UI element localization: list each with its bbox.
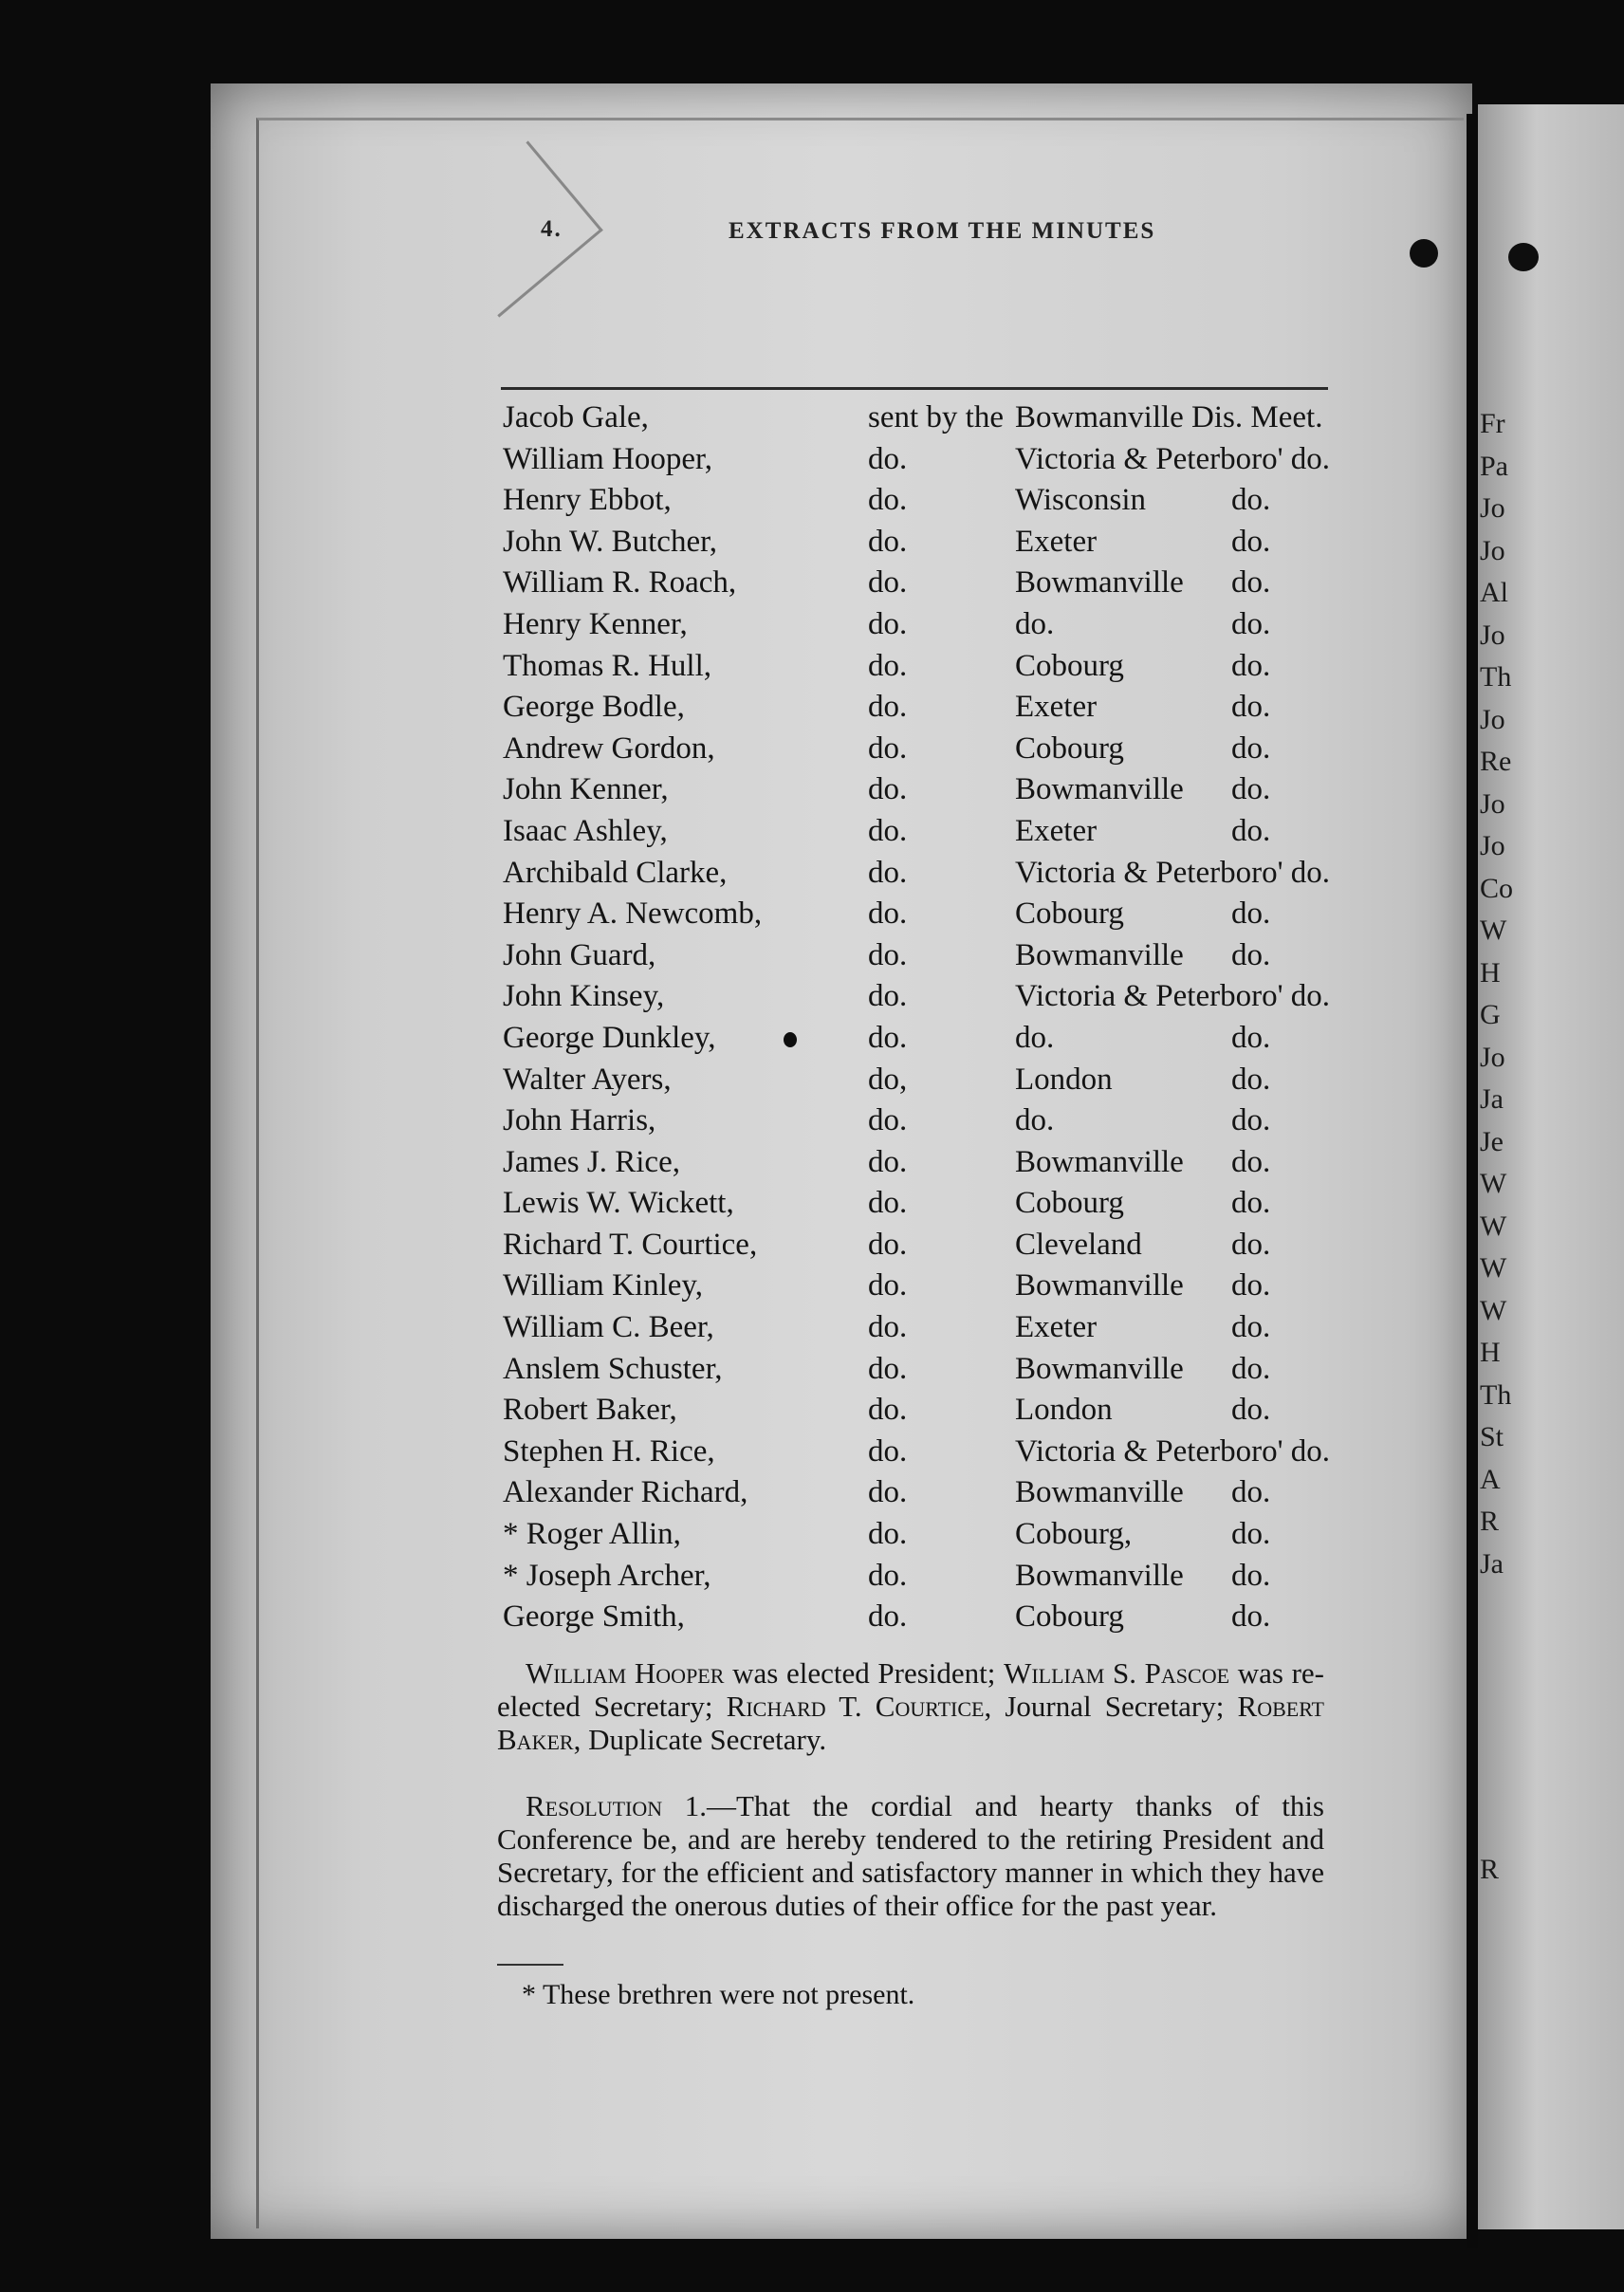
roster-row [503,1559,1338,1600]
district: Bowmanville [1015,1144,1184,1179]
sent-by: do. [868,1227,908,1262]
roster-row [503,1021,1338,1063]
delegate-name: Walter Ayers, [503,1062,672,1097]
delegate-name: George Dunkley, [503,1020,716,1055]
sent-by: do. [868,1020,908,1055]
delegate-name: Richard T. Courtice, [503,1227,758,1262]
facing-page [1478,104,1624,2229]
delegate-name: Stephen H. Rice, [503,1433,715,1469]
district: London [1015,1062,1113,1097]
district-meeting: do. [1231,1351,1271,1386]
sent-by: do. [868,606,908,641]
sent-by: do. [868,730,908,766]
facing-page-fragment: Ja [1480,1083,1504,1115]
district-meeting: do. [1231,648,1271,683]
duplicate-secretary-text: , Duplicate Secretary. [573,1723,827,1756]
facing-page-fragment: W [1480,1294,1507,1326]
facing-page-fragment: R [1480,1854,1500,1885]
journal-secretary-text: , Journal Secretary; [984,1690,1238,1723]
facing-page-fragment: Jo [1480,534,1505,566]
sent-by: do. [868,483,908,518]
facing-page-fragment: W [1480,915,1507,946]
delegate-name: William R. Roach, [503,565,737,601]
delegate-name: Robert Baker, [503,1393,677,1428]
roster-row [503,1393,1338,1434]
sent-by: do. [868,690,908,725]
sent-by: do. [868,1351,908,1386]
election-paragraph [497,1656,1324,1756]
facing-page-fragment: Ja [1480,1547,1504,1580]
district-meeting: do. [1231,896,1271,932]
header-rule [501,387,1328,390]
roster-row [503,483,1338,525]
roster-row [503,772,1338,814]
district-meeting: do. [1231,1103,1271,1138]
facing-page-fragment: H [1480,956,1501,989]
delegate-name: John Kenner, [503,772,669,807]
sent-by: do. [868,855,908,890]
secretary-text: was re-elected Secretary; [497,1656,1324,1723]
sent-by: do. [868,1144,908,1179]
district: Victoria & Peterboro' do. [1015,441,1331,476]
facing-page-fragment: Jo [1480,787,1505,820]
sent-by: do. [868,441,908,476]
district-meeting: do. [1231,690,1271,725]
facing-page-fragment: Jo [1480,1041,1505,1073]
footnote: * These brethren were not present. [522,1979,915,2010]
sent-by: do. [868,896,908,932]
facing-page-fragment: St [1480,1421,1504,1452]
roster-row [503,1310,1338,1352]
roster-row [503,1352,1338,1394]
sent-by: do. [868,1186,908,1221]
journal-secretary-name: Richard T. Courtice [726,1690,985,1723]
district-meeting: do. [1231,1268,1271,1303]
resolution-text: —That the cordial and hearty thanks of this Conference be, and are hereby tendered to the retiring President and Secretary, for the efficient and satisfactory manner in which they have discharged the onerous duties of their office for the past year. [497,1789,1324,1922]
president-name: William Hooper [526,1656,725,1690]
delegate-name: John W. Butcher, [503,524,718,559]
sent-by: do. [868,1310,908,1345]
delegate-name: John Kinsey, [503,979,665,1014]
district: Victoria & Peterboro' do. [1015,855,1331,890]
district-meeting: do. [1231,813,1271,848]
running-head [541,216,1328,254]
district: Cobourg [1015,1186,1124,1221]
district-meeting: do. [1231,606,1271,641]
district-meeting: do. [1231,772,1271,807]
district: Bowmanville [1015,772,1184,807]
sent-by: do. [868,1558,908,1593]
delegate-name: William Hooper, [503,441,712,476]
facing-page-fragment: W [1480,1252,1507,1284]
delegate-name: Henry Kenner, [503,606,688,641]
sent-by: do. [868,1475,908,1510]
district: Exeter [1015,690,1098,725]
facing-page-fragment: Jo [1480,492,1505,524]
roster-row [503,856,1338,897]
delegate-name: Henry Ebbot, [503,483,672,518]
resolution-paragraph [497,1789,1324,1922]
resolution-label: Resolution 1. [526,1789,707,1822]
delegate-name: Isaac Ashley, [503,813,668,848]
facing-page-fragment: Th [1480,661,1512,693]
facing-page-fragment: R [1480,1506,1500,1537]
delegate-name: James J. Rice, [503,1144,680,1179]
facing-page-fragment: Jo [1480,830,1505,861]
facing-page-fragment: A [1480,1463,1501,1495]
district-meeting: do. [1231,565,1271,601]
delegate-name: Alexander Richard, [503,1475,748,1510]
roster-row [503,607,1338,649]
roster-row [503,731,1338,773]
district: Exeter [1015,524,1098,559]
roster-row [503,1268,1338,1310]
district-meeting: do. [1231,524,1271,559]
delegate-name: Henry A. Newcomb, [503,896,763,932]
sent-by: do. [868,1103,908,1138]
facing-page-fragment: Je [1480,1125,1504,1157]
footnote-rule [497,1964,563,1966]
district: Bowmanville [1015,937,1184,972]
page-number: 4. [541,216,563,242]
roster-row [503,565,1338,607]
sent-by: do. [868,1393,908,1428]
district: Cobourg [1015,896,1124,932]
district-meeting: do. [1231,1475,1271,1510]
facing-page-fragment: H [1480,1337,1501,1368]
president-text: was elected President; [724,1656,1005,1690]
roster-row [503,1063,1338,1104]
district-meeting: do. [1231,1144,1271,1179]
running-title: EXTRACTS FROM THE MINUTES [729,218,1156,244]
delegate-name: Andrew Gordon, [503,730,715,766]
district-meeting: do. [1231,1393,1271,1428]
sent-by: do. [868,979,908,1014]
sent-by: do. [868,1517,908,1552]
district: Bowmanville [1015,1475,1184,1510]
sent-by: do. [868,565,908,601]
district-meeting: do. [1231,730,1271,766]
district: Cobourg [1015,730,1124,766]
facing-page-fragment: Pa [1480,450,1508,482]
district: Bowmanville [1015,565,1184,601]
sent-by: do. [868,1599,908,1635]
facing-page-fragment: Re [1480,746,1512,777]
delegate-name: George Smith, [503,1599,685,1635]
district: Victoria & Peterboro' do. [1015,979,1331,1014]
roster-row [503,938,1338,980]
district: Bowmanville [1015,1351,1184,1386]
district: do. [1015,1020,1055,1055]
facing-page-fragment: Th [1480,1378,1512,1411]
roster-row [503,814,1338,856]
sent-by: do. [868,1268,908,1303]
roster-row [503,690,1338,731]
sent-by: do. [868,1433,908,1469]
district: Exeter [1015,813,1098,848]
district-meeting: do. [1231,1599,1271,1635]
facing-page-fragment: Jo [1480,703,1505,735]
delegate-name: * Roger Allin, [503,1517,681,1552]
district: Cobourg, [1015,1517,1133,1552]
roster-row [503,649,1338,691]
delegate-list [503,400,1338,1641]
delegate-name: George Bodle, [503,690,685,725]
district: do. [1015,1103,1055,1138]
roster-row [503,525,1338,566]
sent-by: do. [868,648,908,683]
district-meeting: do. [1231,1310,1271,1345]
roster-row [503,1599,1338,1641]
facing-page-fragment: Jo [1480,619,1505,651]
district: do. [1015,606,1055,641]
facing-page-fragment: G [1480,999,1501,1030]
sent-by: do. [868,772,908,807]
district: Wisconsin [1015,483,1146,518]
secretary-name: William S. Pascoe [1004,1656,1230,1690]
roster-row [503,1434,1338,1476]
district: London [1015,1393,1113,1428]
roster-row [503,1145,1338,1187]
district: Bowmanville [1015,1558,1184,1593]
district: Bowmanville [1015,1268,1184,1303]
sent-by: do, [868,1062,908,1097]
facing-page-fragment: W [1480,1210,1507,1242]
roster-row [503,442,1338,484]
district: Cobourg [1015,1599,1124,1635]
ink-blot [1410,239,1438,268]
duplicate-secretary-name: Robert Baker [497,1690,1324,1756]
facing-page-fragment: Al [1480,577,1508,608]
delegate-name: William C. Beer, [503,1310,714,1345]
district-meeting: do. [1231,1062,1271,1097]
district: Exeter [1015,1310,1098,1345]
roster-row [503,979,1338,1021]
delegate-name: William Kinley, [503,1268,703,1303]
sent-by: sent by the [868,400,1004,434]
delegate-name: Thomas R. Hull, [503,648,711,683]
district: Cleveland [1015,1227,1142,1262]
delegate-name: * Joseph Archer, [503,1558,711,1593]
delegate-name: John Harris, [503,1103,656,1138]
sent-by: do. [868,524,908,559]
district-meeting: do. [1231,1558,1271,1593]
roster-row [503,1517,1338,1559]
district-meeting: do. [1231,1020,1271,1055]
district: Victoria & Peterboro' do. [1015,1433,1331,1469]
district: Bowmanville Dis. Meet. [1015,400,1323,434]
roster-row [503,1228,1338,1269]
district-meeting: do. [1231,483,1271,518]
delegate-name: Lewis W. Wickett, [503,1186,734,1221]
roster-row [503,1103,1338,1145]
district: Cobourg [1015,648,1124,683]
roster-row [503,1186,1338,1228]
roster-row [503,896,1338,938]
delegate-name: Anslem Schuster, [503,1351,723,1386]
district-meeting: do. [1231,1227,1271,1262]
district-meeting: do. [1231,1186,1271,1221]
facing-page-fragment: Fr [1480,408,1505,439]
district-meeting: do. [1231,1517,1271,1552]
sent-by: do. [868,937,908,972]
delegate-name: Jacob Gale, [503,400,649,434]
roster-row [503,1475,1338,1517]
ink-blot [1508,243,1539,271]
facing-page-fragment: Co [1480,872,1514,904]
district-meeting: do. [1231,937,1271,972]
sent-by: do. [868,813,908,848]
delegate-name: Archibald Clarke, [503,855,728,890]
delegate-name: John Guard, [503,937,656,972]
facing-page-fragment: W [1480,1168,1507,1199]
roster-row [503,400,1338,442]
